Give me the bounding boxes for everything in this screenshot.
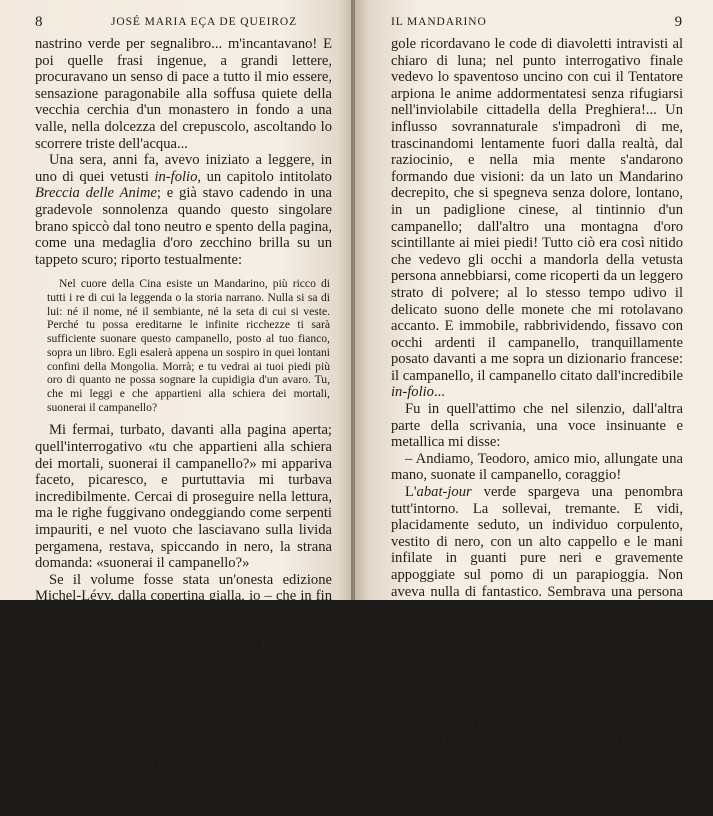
paragraph: La sua diversità si concentrava nel volto, senza barba, dalle linee forti e marcate; un naso pungente e aquilino gli conferiva un'espressione rapace e minacciosa, come quella d'un becco; il taglio delle labbra, oltremodo deciso, gli disegnava una bocca d'estrema durezza; gli occhi, quando fissavano, parevano lampi d'uno sparo balenati all'improvviso dai tenebrosi cespugli delle sue sopracciglia unite; era livido ma, qua e là, sulla pelle, gli correvano venature sanguigne come in un vecchio marmo fenicio. xyxy=(391,633,683,816)
page-number: 8 xyxy=(35,14,44,30)
paragraph: nastrino verde per segnalibro... m'incantavano! E poi quelle frasi ingenue, a grandi lettere, procuravano un senso di pace a tutto il mio essere, sensazione paragonabile alla soffusa quiete della vecchia cerchia d'un monastero in fondo a una valle, nella dolcezza del crepuscolo, ascoltando lo scorrere triste dell'acqua... xyxy=(35,36,332,152)
paragraph: gole ricordavano le code di diavoletti intravisti al chiaro di luna; nel punto interrogativo finale vedevo lo spaventoso uncino con cui il Tentatore arpiona le anime addormentatesi senza rifugiarsi nell'inviolabile cittadella della Preghiera!... Un influsso sovrannaturale s'impadronì di me, trascinandomi lentamente fuori dalla realtà, dal raziocinio, e nella mia mente s'andarono formando due visioni: da un lato un Mandarino decrepito, che si spegneva senza dolore, lontano, in un padiglione cinese, al tintinnio d'un campanello; dall'altro una montagna d'oro scintillante ai miei piedi! Tutto ciò era così nitido che vedevo gli occhi a mandorla della vetusta persona annebbiarsi, come ricoperti da un leggero strato di polvere; al lo stesso tempo udivo il delicato suono delle monete che mi rotolavano accanto. E immobile, rabbrividendo, fissavo con occhi ardenti il campanello, tranquillamente posato davanti a me sopra un dizionario francese: il campanello, il campanello citato dall'incredibile in-folio... xyxy=(391,36,683,401)
running-head: IL MANDARINO xyxy=(391,16,487,28)
paragraph: Mi fermai, turbato, davanti alla pagina aperta; quell'interrogativo «tu che appartieni alla schiera dei mortali, suonerai il campanello?» mi appariva faceto, picaresco, e purtuttavia mi turbava incredibilmente. Cercai di proseguire nella lettura, ma le righe fuggivano ondeggiando come serpenti impauriti, e nel vuoto che lasciavano sulla livida pergamena, restava, spiccando in nero, la strana domanda: «suonerai il campanello?» xyxy=(35,422,332,572)
right-page xyxy=(355,0,713,816)
dialogue-line: – Andiamo, Teodoro, amico mio, allungate una mano, suonate il campanello, coraggio! xyxy=(391,450,683,484)
paragraph: L'abat-jour verde spargeva una penombra tutt'intorno. La sollevai, tremante. E vidi, placidamente seduto, un individuo corpulento, vestito di nero, con un alto cappello e le mani infilate in guanti pure neri e gravemente appoggiate sul pomo di un parapioggia. Non aveva nulla di fantastico. Sembrava una persona normale, del ceto medio, quasi un collega del mio stesso ufficio... xyxy=(391,484,683,633)
running-head: JOSÉ MARIA EÇA DE QUEIROZ xyxy=(111,16,298,28)
left-page xyxy=(0,0,352,771)
paragraph: Una sera, anni fa, avevo iniziato a leggere, in uno di quei vetusti in-folio, un capitolo intitolato Breccia delle Anime; e già stavo cadendo in una gradevole sonnolenza quando questo singolare brano spiccò dal tono neutro e spento della pagina, come una medaglia d'oro zecchino brilla su un tappeto scuro; riporto testualmente: xyxy=(35,152,332,268)
block-quote xyxy=(47,277,330,414)
paragraph: Se il volume fosse stata un'onesta edizione Michel-Lévy, dalla copertina gialla, io – che in fin dei conti non m'ero smarrito nel ginepraio d'una ballata tedesca, e che dal mio balcone potevo veder biancheggiare alla luce dei gas le correggie della pattuglia di guardia – avrei semplicemente chiuso il libro, dissipando la nervosa allucinazione. Ma quel fosco in-folio pareva esalare una magia; ogni lettera simulava gli inquietanti contorni dei simboli dell'antica cabala, ciascuno dei quali racchiude un suo significato profetico; i petulanti riccioli delle vir- xyxy=(35,571,332,771)
right-page-header xyxy=(391,14,683,36)
paragraph: Fu in quell'attimo che nel silenzio, dall'altra parte della scrivania, una voce insinuante e metallica mi disse: xyxy=(391,401,683,451)
block-quote-text: Nel cuore della Cina esiste un Mandarino, più ricco di tutti i re di cui la leggenda o la storia narrano. Nulla si sa di lui: né il nome, né il sembiante, né la seta di cui si veste. Perché tu possa ereditarne le infinite ricchezze ti sarà sufficiente suonare questo campanello, posto al tuo fianco, sopra un libro. Egli esalerà appena un sospiro in quei lontani confini della Mongolia. Morrà; e tu vedrai ai tuoi piedi più oro di quanto ne possa sognare la cupidigia d'un avaro. Tu, che mi leggi e che appartieni alla schiera dei mortali, suonerai il campanello? xyxy=(47,277,330,414)
left-page-header xyxy=(35,14,332,36)
page-number: 9 xyxy=(674,14,683,30)
